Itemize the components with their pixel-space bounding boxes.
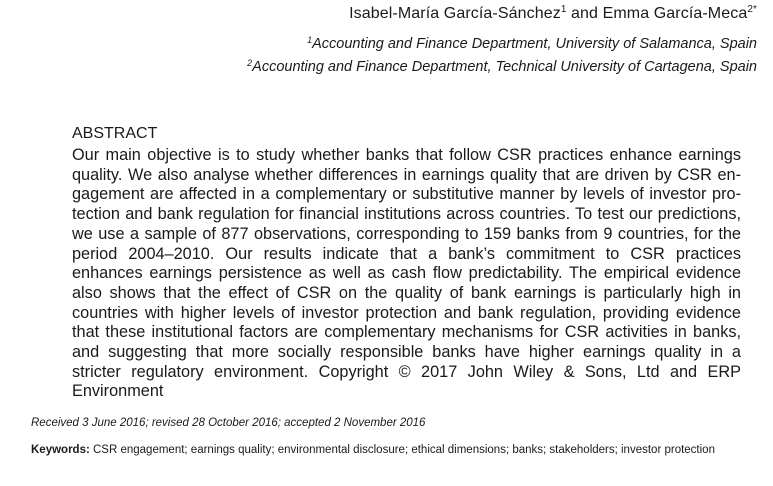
abstract-heading: ABSTRACT	[72, 125, 158, 142]
affiliation-text: Accounting and Finance Department, University of Salamanca, Spain	[312, 36, 757, 52]
affiliation-line	[247, 59, 757, 75]
keywords-label: Keywords:	[31, 444, 90, 456]
received-dates: Received 3 June 2016; revised 28 October 2016; accepted 2 November 2016	[31, 417, 426, 429]
author-conjunction: and	[566, 5, 603, 22]
affiliation-marker: 2	[247, 58, 253, 68]
keywords-text: CSR engagement; earnings quality; environmental disclosure; ethical dimensions; banks; stakeholders; investor protection	[93, 444, 715, 456]
keywords-block	[31, 440, 757, 460]
affiliation-text: Accounting and Finance Department, Technical University of Cartagena, Spain	[252, 59, 757, 75]
affiliation-marker: 1	[307, 35, 313, 45]
affiliation-line	[307, 36, 757, 52]
author-name: Isabel-María García-Sánchez	[349, 5, 561, 22]
author-affiliation-marker: 2*	[747, 4, 757, 15]
author-affiliation-marker: 1	[560, 4, 567, 15]
abstract-body: Our main objective is to study whether banks that follow CSR practices enhance earnings quality. We also analyse whether differences in earnings quality that are driven by CSR engagement are affected in a complementary or substitutive manner by levels of investor protection and bank regulation for financial institutions across countries. To test our predictions, we use a sample of 877 observations, corresponding to 159 banks from 9 countries, for the period 2004–2010. Our results indicate that a bank’s commitment to CSR practices enhances earnings persistence as well as cash flow predictability. The empirical evidence also shows that the effect of CSR on the quality of bank earnings is particularly high in countries with higher levels of investor protection and bank regulation, providing evidence that these institutional factors are complementary mechanisms for CSR activities in banks, and suggesting that more socially responsible banks have higher earnings quality in a stricter regulatory environment. Copyright © 2017 John Wiley & Sons, Ltd and ERP Environment	[72, 146, 741, 401]
author-name: Emma García-Meca	[602, 5, 748, 22]
author-line	[349, 5, 757, 23]
